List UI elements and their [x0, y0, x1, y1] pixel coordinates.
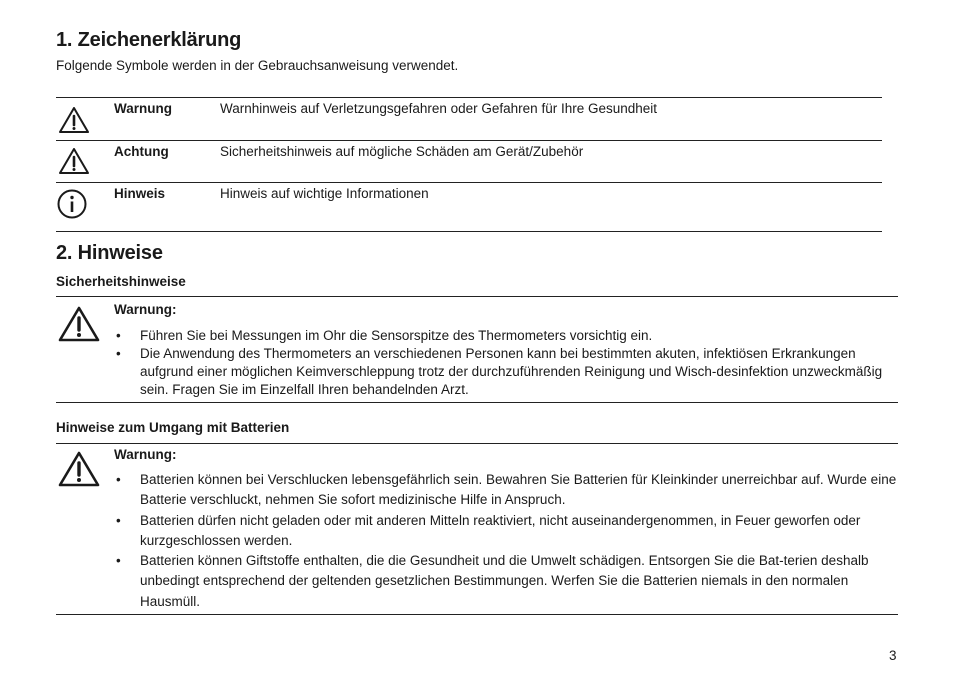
list-item: • Batterien können Giftstoffe enthalten, die die Gesundheit und die Umwelt schädigen. Entsorgen Sie die Bat-terien deshalb unbedingt entsprechend der geltenden gesetzlichen Bestimmungen. Werfen Sie die Batterien niemals in den normalen Hausmüll. [116, 551, 898, 612]
section-1-intro: Folgende Symbole werden in der Gebrauchsanweisung verwendet. [56, 58, 459, 73]
battery-bottom-rule [56, 614, 898, 615]
page-number: 3 [889, 648, 897, 663]
table-bottom-rule [56, 231, 882, 232]
safety-top-rule [56, 296, 898, 297]
section-1-title: 1. Zeichenerklärung [56, 29, 242, 51]
section-2-title: 2. Hinweise [56, 242, 163, 264]
legend-term-achtung: Achtung [114, 144, 169, 159]
safety-list [116, 327, 898, 399]
battery-warning-label: Warnung: [114, 447, 177, 462]
battery-top-rule [56, 443, 898, 444]
safety-warning-label: Warnung: [114, 302, 177, 317]
table-top-rule [56, 97, 882, 98]
list-item: • Die Anwendung des Thermometers an verschiedenen Personen kann bei bestimmten akuten, infektiösen Erkrankungen aufgrund einer möglichen Keimverschleppung trotz der durchzuführenden Reinigung und Wisch-desinfektion unzweckmäßig sein. Fragen Sie im Einzelfall Ihren behandelnden Arzt. [116, 345, 898, 399]
legend-desc-hinweis: Hinweis auf wichtige Informationen [220, 186, 429, 201]
table-row-rule [56, 140, 882, 141]
battery-list [116, 470, 898, 612]
warning-triangle-icon [57, 305, 101, 348]
legend-term-hinweis: Hinweis [114, 186, 166, 201]
list-item: • Batterien können bei Verschlucken lebensgefährlich sein. Bewahren Sie Batterien für Kleinkinder unerreichbar auf. Wurde eine Batterie verschluckt, nehmen Sie sofort medizinische Hilfe in Anspruch. [116, 470, 898, 511]
safety-heading: Sicherheitshinweise [56, 274, 186, 289]
warning-triangle-icon [57, 450, 101, 493]
warning-triangle-icon [58, 147, 90, 180]
list-item: • Batterien dürfen nicht geladen oder mit anderen Mitteln reaktiviert, nicht auseinandergenommen, in Feuer geworfen oder kurzgeschlossen werden. [116, 511, 898, 552]
warning-triangle-icon [58, 106, 90, 139]
legend-term-warnung: Warnung [114, 101, 172, 116]
safety-bottom-rule [56, 402, 898, 403]
legend-desc-warnung: Warnhinweis auf Verletzungsgefahren oder Gefahren für Ihre Gesundheit [220, 101, 658, 116]
table-row-rule [56, 182, 882, 183]
info-icon [57, 189, 87, 224]
legend-desc-achtung: Sicherheitshinweis auf mögliche Schäden am Gerät/Zubehör [220, 144, 584, 159]
battery-heading: Hinweise zum Umgang mit Batterien [56, 420, 290, 435]
list-item: • Führen Sie bei Messungen im Ohr die Sensorspitze des Thermometers vorsichtig ein. [116, 327, 898, 345]
